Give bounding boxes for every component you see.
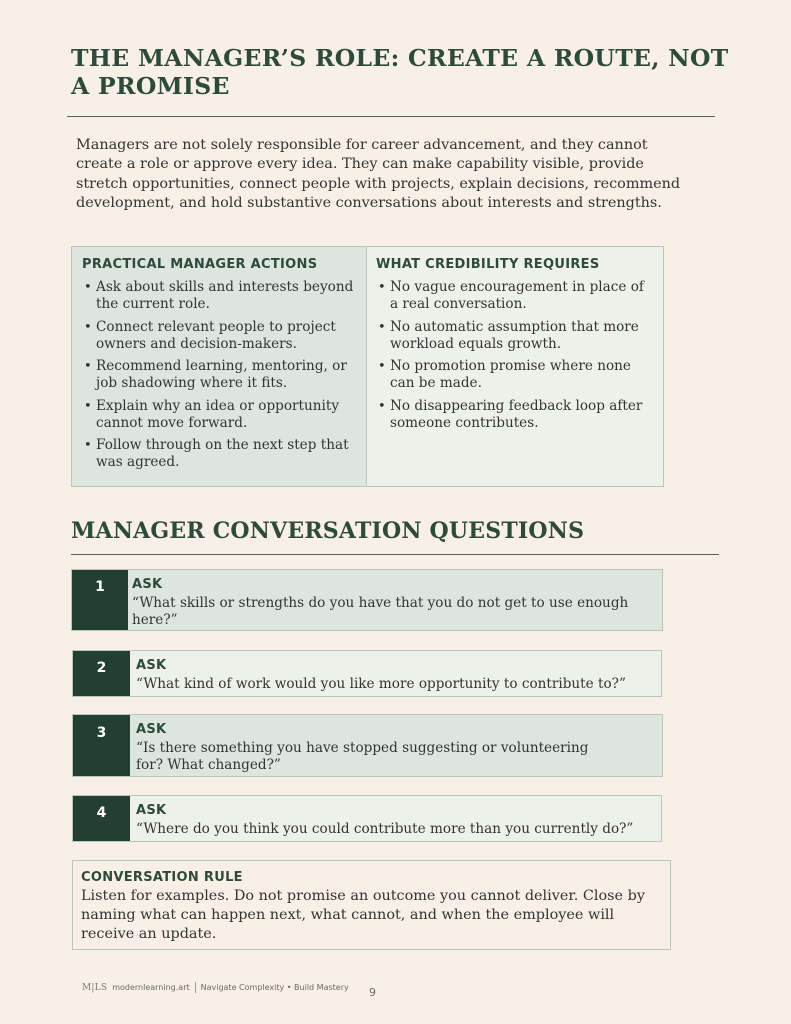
bullet-icon: • (378, 280, 386, 295)
bullet-icon: • (84, 319, 92, 335)
question-number: 3 (73, 715, 130, 776)
footer-tagline: Navigate Complexity • Build Mastery (200, 983, 349, 992)
credibility-list (376, 279, 653, 432)
question-text: “Where do you think you could contribute more than you currently do?” (136, 821, 634, 837)
question-number: 2 (73, 651, 130, 696)
question-text: “What skills or strengths do you have that you do not get to use enough here?” (132, 595, 629, 628)
list-item: • No disappearing feedback loop after someone contributes. (378, 397, 643, 431)
practical-actions-list (82, 279, 356, 471)
question-body (130, 796, 661, 841)
question-label: ASK (136, 803, 167, 818)
comparison-panel (71, 246, 664, 487)
practical-actions-column (72, 247, 367, 486)
list-item: • Explain why an idea or opportunity cannot move forward. (84, 397, 339, 431)
question-text: “Is there something you have stopped suggesting or volunteering for? What changed?” (136, 740, 589, 773)
brand-logo: M|LS (82, 982, 108, 993)
question-label: ASK (136, 722, 167, 737)
list-item: • No promotion promise where none can be made. (378, 358, 631, 391)
footer-separator (195, 982, 196, 993)
question-label: ASK (132, 577, 163, 592)
question-body (130, 715, 662, 776)
bullet-icon: • (378, 359, 386, 374)
question-number: 4 (73, 796, 130, 841)
list-item: • Follow through on the next step that was agreed. (84, 437, 349, 470)
question-text: “What kind of work would you like more opportunity to contribute to?” (136, 676, 626, 692)
question-number: 1 (72, 570, 128, 630)
title-divider (67, 116, 715, 117)
bullet-icon: • (84, 398, 92, 414)
footer (82, 982, 349, 993)
practical-actions-heading: PRACTICAL MANAGER ACTIONS (82, 257, 318, 272)
question-body (130, 651, 661, 696)
question-label: ASK (136, 658, 167, 673)
conversation-rule-box (72, 860, 671, 950)
credibility-heading: WHAT CREDIBILITY REQUIRES (376, 257, 600, 272)
bullet-icon: • (84, 359, 92, 374)
page-title: THE MANAGER’S ROLE: CREATE A ROUTE, NOT A PROMISE (71, 44, 729, 100)
list-item: • Ask about skills and interests beyond the current role. (84, 279, 354, 312)
page-number: 9 (369, 986, 376, 999)
question-card-3 (72, 714, 663, 777)
conversation-rule-text: Listen for examples. Do not promise an outcome you cannot deliver. Close by naming what can happen next, what cannot, and when the employee will receive an update. (81, 888, 645, 942)
list-item: • Connect relevant people to project owners and decision-makers. (84, 318, 336, 352)
credibility-column (367, 247, 663, 486)
question-card-4 (72, 795, 662, 842)
list-item: • Recommend learning, mentoring, or job shadowing where it fits. (84, 358, 347, 391)
list-item: • No automatic assumption that more workload equals growth. (378, 318, 639, 352)
conversation-rule-heading: CONVERSATION RULE (81, 870, 243, 885)
bullet-icon: • (84, 438, 92, 453)
question-card-2 (72, 650, 662, 697)
questions-divider (71, 554, 719, 555)
bullet-icon: • (378, 319, 386, 335)
list-item: • No vague encouragement in place of a real conversation. (378, 279, 644, 312)
question-body (128, 570, 662, 630)
intro-paragraph: Managers are not solely responsible for career advancement, and they cannot create a role or approve every idea. They can make capability visible, provide stretch opportunities, connect people with projects, explain decisions, recommend development, and hold substantive conversations about interests and strengths. (76, 137, 681, 211)
bullet-icon: • (378, 398, 386, 414)
bullet-icon: • (84, 280, 92, 295)
questions-heading: MANAGER CONVERSATION QUESTIONS (71, 518, 585, 544)
question-card-1 (71, 569, 663, 631)
footer-site: modernlearning.art (112, 983, 190, 992)
